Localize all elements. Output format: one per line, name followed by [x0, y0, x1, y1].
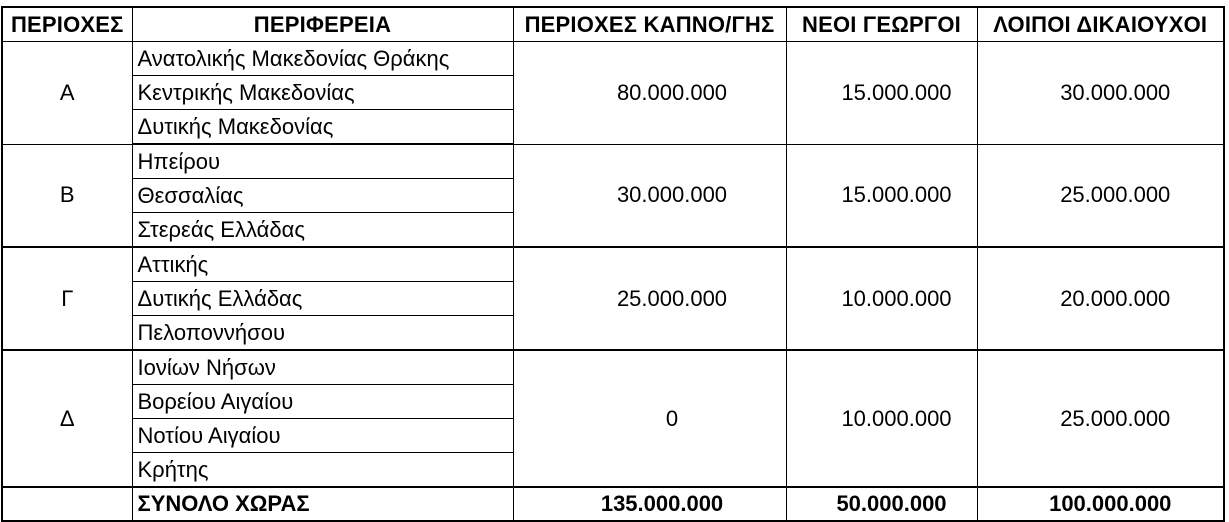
header-tobacco: ΠΕΡΙΟΧΕΣ ΚΑΠΝΟ/ΓΗΣ	[513, 7, 786, 42]
region-cell: Πελοποννήσου	[132, 316, 513, 351]
area-cell: Α	[2, 42, 132, 145]
header-young-farmers: ΝΕΟΙ ΓΕΩΡΓΟΙ	[786, 7, 977, 42]
tobacco-value: 25.000.000	[513, 247, 786, 350]
region-cell: Νοτίου Αιγαίου	[132, 419, 513, 453]
table-row	[2, 247, 1224, 282]
header-other-beneficiaries: ΛΟΙΠΟΙ ΔΙΚΑΙΟΥΧΟΙ	[977, 7, 1224, 42]
header-area: ΠΕΡΙΟΧΕΣ	[2, 7, 132, 42]
tobacco-value: 30.000.000	[513, 144, 786, 247]
area-cell: Δ	[2, 350, 132, 487]
other-beneficiaries-value: 30.000.000	[977, 42, 1224, 145]
young-farmers-value: 10.000.000	[786, 350, 977, 487]
area-cell: Β	[2, 144, 132, 247]
region-cell: Ανατολικής Μακεδονίας Θράκης	[132, 42, 513, 76]
total-other-beneficiaries-value: 100.000.000	[977, 487, 1224, 521]
region-cell: Αττικής	[132, 247, 513, 282]
tobacco-value: 80.000.000	[513, 42, 786, 145]
young-farmers-value: 15.000.000	[786, 42, 977, 145]
region-cell: Βορείου Αιγαίου	[132, 385, 513, 419]
table-row	[2, 42, 1224, 76]
total-tobacco-value: 135.000.000	[513, 487, 786, 521]
header-region: ΠΕΡΙΦΕΡΕΙΑ	[132, 7, 513, 42]
tobacco-value: 0	[513, 350, 786, 487]
region-cell: Ιονίων Νήσων	[132, 350, 513, 385]
other-beneficiaries-value: 20.000.000	[977, 247, 1224, 350]
region-cell: Κρήτης	[132, 453, 513, 488]
allocation-table	[1, 6, 1225, 522]
region-cell: Θεσσαλίας	[132, 179, 513, 213]
other-beneficiaries-value: 25.000.000	[977, 144, 1224, 247]
region-cell: Κεντρικής Μακεδονίας	[132, 76, 513, 110]
region-cell: Δυτικής Μακεδονίας	[132, 110, 513, 145]
header-row	[2, 7, 1224, 42]
young-farmers-value: 15.000.000	[786, 144, 977, 247]
area-cell: Γ	[2, 247, 132, 350]
total-label: ΣΥΝΟΛΟ ΧΩΡΑΣ	[132, 487, 513, 521]
table-row	[2, 350, 1224, 385]
total-young-farmers-value: 50.000.000	[786, 487, 977, 521]
table-row	[2, 144, 1224, 179]
total-area-blank	[2, 487, 132, 521]
other-beneficiaries-value: 25.000.000	[977, 350, 1224, 487]
total-row	[2, 487, 1224, 521]
region-cell: Δυτικής Ελλάδας	[132, 282, 513, 316]
region-cell: Στερεάς Ελλάδας	[132, 213, 513, 248]
region-cell: Ηπείρου	[132, 144, 513, 179]
young-farmers-value: 10.000.000	[786, 247, 977, 350]
